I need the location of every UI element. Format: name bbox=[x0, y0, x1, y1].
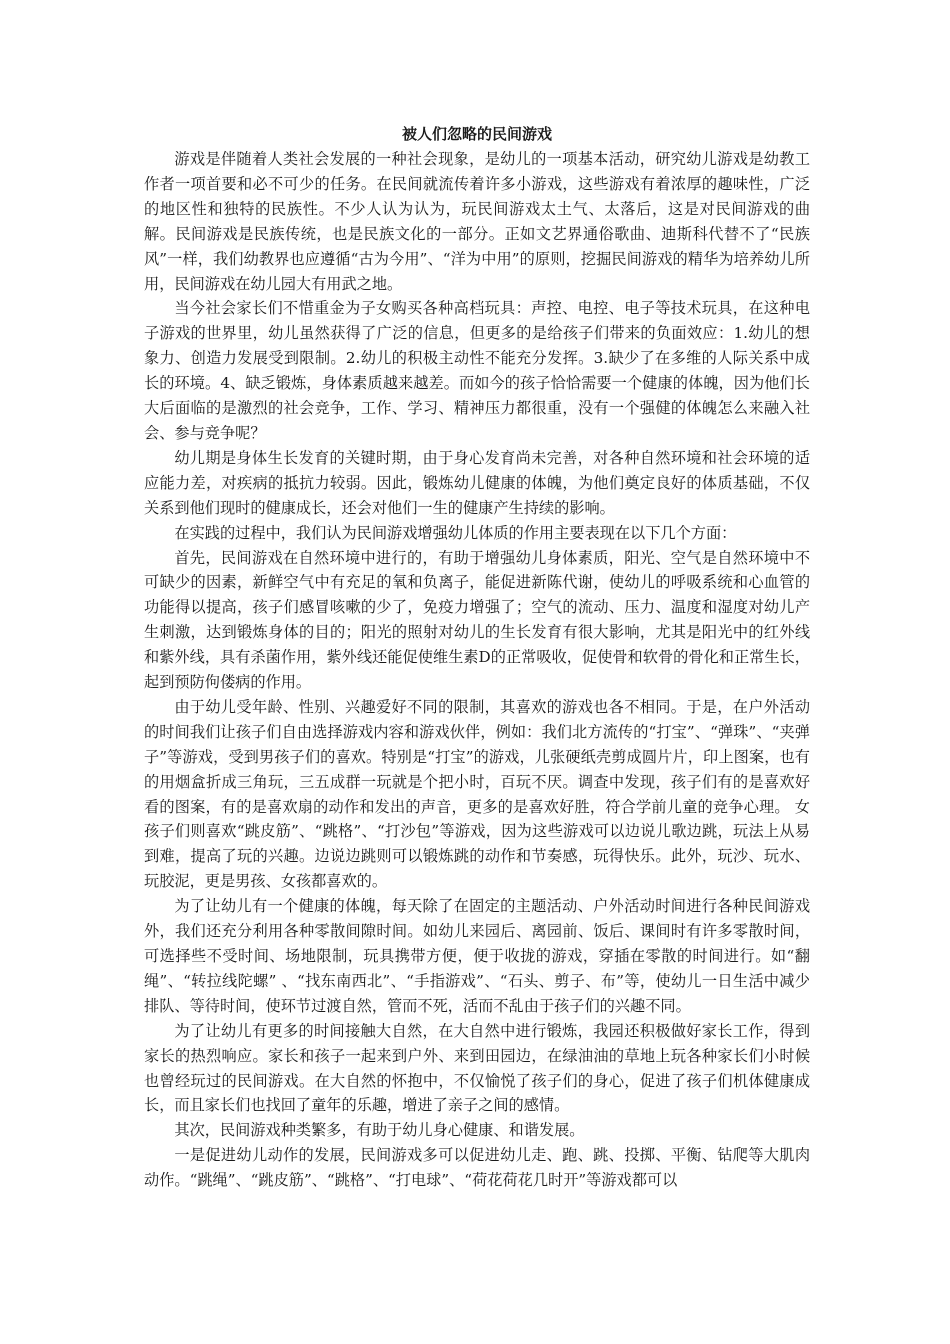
paragraph-motor-skills: 一是促进幼儿动作的发展，民间游戏多可以促进幼儿走、跑、跳、投掷、平衡、钻爬等大肌肉动作。“跳绳”、“跳皮筋”、“跳格”、“打电球”、“荷花荷花几时开”等游戏都可以 bbox=[144, 1146, 810, 1190]
paragraph-preferences: 由于幼儿受年龄、性别、兴趣爱好不同的限制，其喜欢的游戏也各不相同。于是，在户外活动的时间我们让孩子们自由选择游戏内容和游戏伙伴，例如：我们北方流传的“打宝”、“弹珠”、“夹弹子”等游戏，受到男孩子们的喜欢。特别是“打宝”的游戏，儿张硬纸壳剪成圆片片，印上图案，也有的用烟盒折成三角玩，三五成群一玩就是个把小时，百玩不厌。调查中发现，孩子们有的是喜欢好看的图案，有的是喜欢扇的动作和发出的声音，更多的是喜欢好胜，符合学前儿童的竞争心理。 女孩子们则喜欢“跳皮筋”、“跳格”、“打沙包”等游戏，因为这些游戏可以边说儿歌边跳，玩法上从易到难，提高了玩的兴趣。边说边跳则可以锻炼跳的动作和节奏感，玩得快乐。此外，玩沙、玩水、玩胶泥，更是男孩、女孩都喜欢的。 bbox=[144, 697, 810, 891]
paragraph-second-point: 其次，民间游戏种类繁多，有助于幼儿身心健康、和谐发展。 bbox=[174, 1121, 585, 1140]
document-title: 被人们忽略的民间游戏 bbox=[401, 125, 552, 143]
paragraph-nature: 为了让幼儿有更多的时间接触大自然，在大自然中进行锻炼，我园还积极做好家长工作，得到家长的热烈响应。家长和孩子一起来到户外、来到田园边，在绿油油的草地上玩各种家长们小时候也曾经玩过的民间游戏。在大自然的怀抱中，不仅愉悦了孩子们的身心，促进了孩子们机体健康成长，而且家长们也找回了童年的乐趣，增进了亲子之间的感情。 bbox=[144, 1021, 810, 1115]
paragraph-practice: 在实践的过程中，我们认为民间游戏增强幼儿体质的作用主要表现在以下几个方面： bbox=[174, 523, 737, 542]
paragraph-early-childhood: 幼儿期是身体生长发育的关键时期，由于身心发育尚未完善，对各种自然环境和社会环境的适应能力差，对疾病的抵抗力较弱。因此，锻炼幼儿健康的体魄，为他们奠定良好的体质基础，不仅关系到他们现时的健康成长，还会对他们一生的健康产生持续的影响。 bbox=[144, 448, 810, 517]
paragraph-spare-time: 为了让幼儿有一个健康的体魄，每天除了在固定的主题活动、户外活动时间进行各种民间游戏外，我们还充分利用各种零散间隙时间。如幼儿来园后、离园前、饭后、课间时有许多零散时间，可选择些不受时间、场地限制，玩具携带方便，便于收拢的游戏，穿插在零散的时间进行。如“翻绳”、“转拉线陀螺” 、“找东南西北”、“手指游戏”、“石头、剪子、布”等，使幼儿一日生活中减少排队、等待时间，使环节过渡自然，管而不死，活而不乱由于孩子们的兴趣不同。 bbox=[144, 897, 810, 1015]
document-body bbox=[144, 121, 810, 1193]
paragraph-toys: 当今社会家长们不惜重金为子女购买各种高档玩具：声控、电控、电子等技术玩具，在这种电子游戏的世界里，幼儿虽然获得了广泛的信息，但更多的是给孩子们带来的负面效应：1.幼儿的想象力、创造力发展受到限制。2.幼儿的积极主动性不能充分发挥。3.缺少了在多维的人际关系中成长的环境。4、缺乏锻炼，身体素质越来越差。而如今的孩子恰恰需要一个健康的体魄，因为他们长大后面临的是激烈的社会竞争，工作、学习、精神压力都很重，没有一个强健的体魄怎么来融入社会、参与竞争呢？ bbox=[144, 299, 810, 442]
paragraph-intro: 游戏是伴随着人类社会发展的一种社会现象，是幼儿的一项基本活动，研究幼儿游戏是幼教工作者一项首要和必不可少的任务。在民间就流传着许多小游戏，这些游戏有着浓厚的趣味性，广泛的地区性和独特的民族性。不少人认为认为，玩民间游戏太土气、太落后，这是对民间游戏的曲解。民间游戏是民族传统，也是民族文化的一部分。正如文艺界通俗歌曲、迪斯科代替不了“民族风”一样，我们幼教界也应遵循“古为今用”、“洋为中用”的原则，挖掘民间游戏的精华为培养幼儿所用，民间游戏在幼儿园大有用武之地。 bbox=[144, 150, 810, 293]
paragraph-first-point: 首先，民间游戏在自然环境中进行的，有助于增强幼儿身体素质，阳光、空气是自然环境中不可缺少的因素，新鲜空气中有充足的氧和负离子，能促进新陈代谢，使幼儿的呼吸系统和心血管的功能得以提高，孩子们感冒咳嗽的少了，免疫力增强了；空气的流动、压力、温度和湿度对幼儿产生刺激，达到锻炼身体的目的；阳光的照射对幼儿的生长发育有很大影响，尤其是阳光中的红外线和紫外线，具有杀菌作用，紫外线还能促使维生素D的正常吸收，促使骨和软骨的骨化和正常生长，起到预防佝偻病的作用。 bbox=[144, 548, 810, 692]
